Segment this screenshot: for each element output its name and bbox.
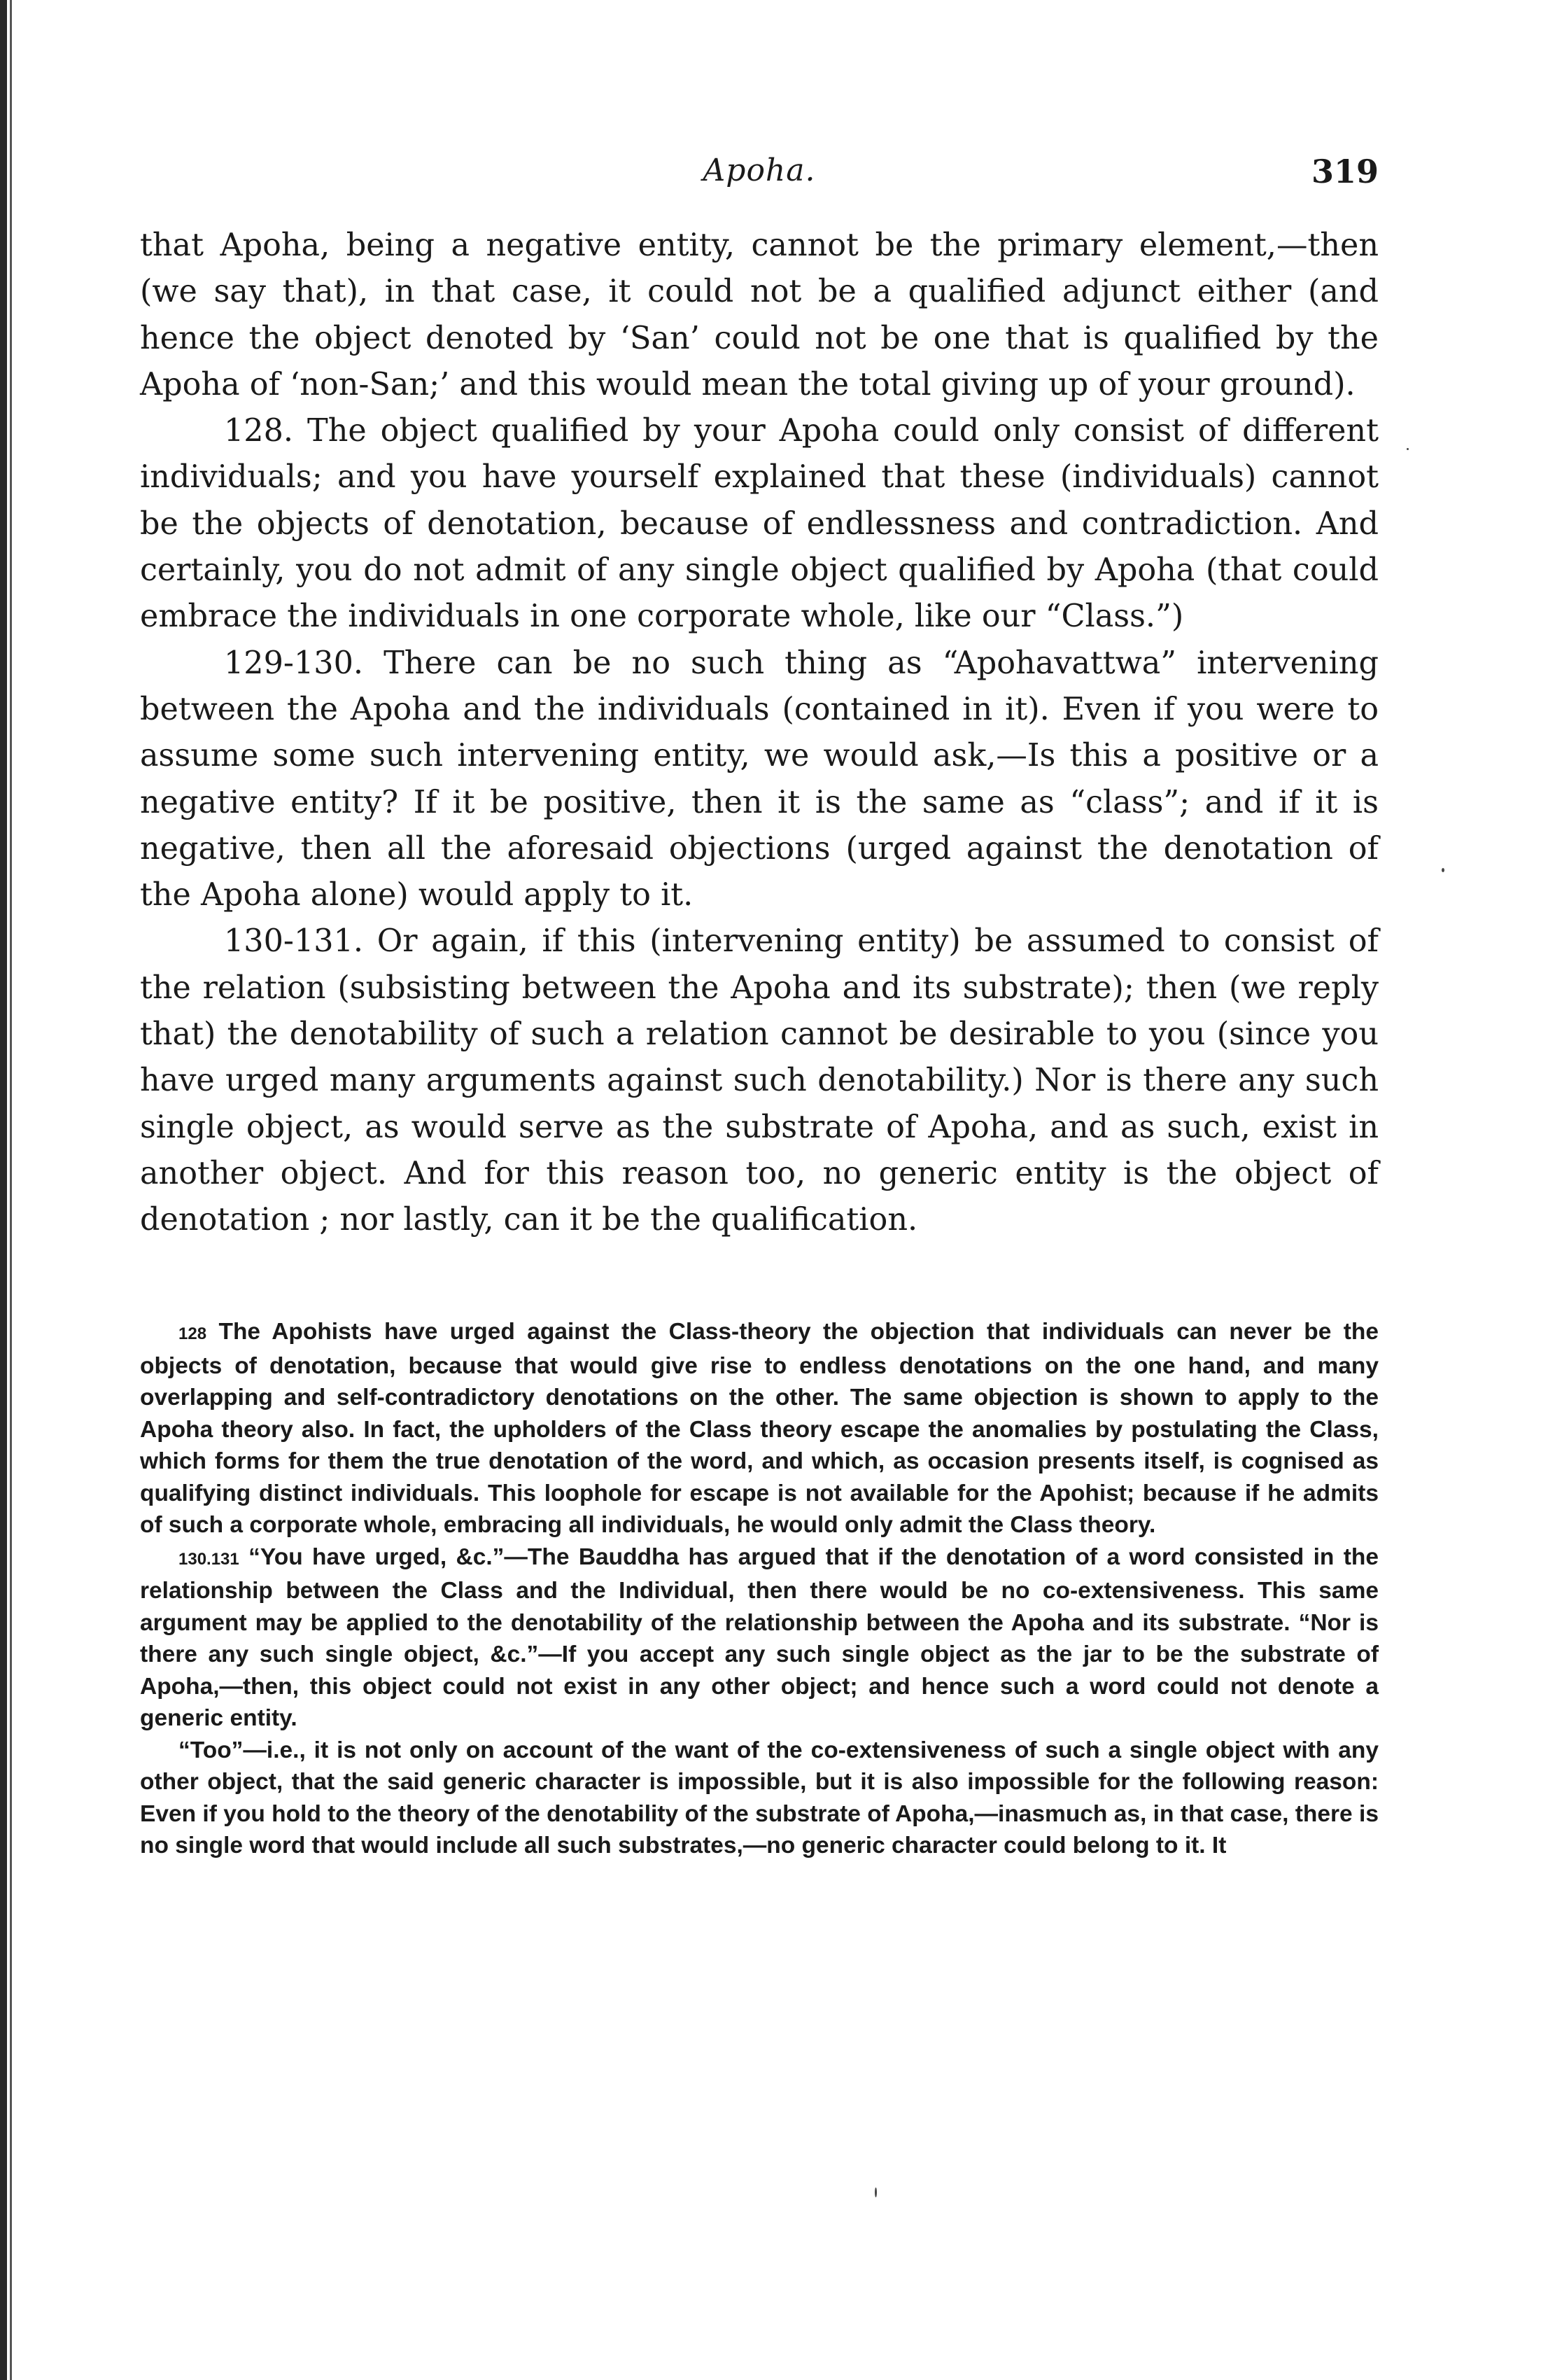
page-binding-edge: [0, 0, 7, 2380]
scan-speck: [875, 2188, 877, 2197]
footnote-text: The Apohists have urged against the Class-theory the objection that individuals can never be the objects of denotation, because that would give rise to endless denotations on the one hand, and many overlapping and self-contradictory denotations on the other. The same objection is shown to apply to the Apoha theory also. In fact, the upholders of the Class theory escape the anomalies by postulating the Class, which forms for them the true denotation of the word, and which, as occasion presents itself, is cognised as qualifying distinct individuals. This loophole for escape is not available for the Apohist; because if he admits of such a corporate whole, embracing all individuals, he would only admit the Class theory.: [140, 1319, 1379, 1538]
paragraph-130-131: [140, 918, 1379, 1243]
page-number: 319: [1311, 153, 1379, 190]
footnote-128: [140, 1316, 1379, 1541]
verse-number: 130-131.: [224, 923, 364, 960]
scan-speck: [1407, 448, 1409, 450]
main-text: [140, 223, 1379, 1244]
page-binding-shadow: [10, 0, 12, 2380]
footnote-number: 128: [178, 1324, 207, 1343]
footnote-number: 130.131: [178, 1549, 239, 1569]
verse-number: 129-130.: [224, 645, 364, 681]
scan-speck: [1442, 868, 1444, 872]
paragraph-text: Or again, if this (intervening entity) be assumed to consist of the relation (subsisting between the Apoha and its substrate); then (we reply that) the denotability of such a relation cannot be desirable to you (since you have urged many arguments against such denotability.) Nor is there any such single object, as would serve as the substrate of Apoha, and as such, exist in another object. And for this reason too, no generic entity is the object of denotation ; nor lastly, can it be the qualification.: [140, 923, 1379, 1238]
paragraph-129-130: [140, 640, 1379, 919]
running-head: Apoha.: [703, 153, 816, 188]
paragraph-continued: that Apoha, being a negative entity, cannot be the primary element,—then (we say that), in that case, it could not be a qualified adjunct either (and hence the object denoted by ‘San’ could not be one that is qualified by the Apoha of ‘non-San;’ and this would mean the total giving up of your ground).: [140, 227, 1379, 402]
footnote-too: “Too”—i.e., it is not only on account of the want of the co-extensiveness of such a single object with any other object, that the said generic character is impossible, but it is also impossible for the following reason: Even if you hold to the theory of the denotability of the substrate of Apoha,—inasmuch as, in that case, there is no single word that would include all such substrates,—no generic character could belong to it. It: [140, 1737, 1379, 1858]
paragraph-128: [140, 408, 1379, 640]
footnote-text: “You have urged, &c.”—The Bauddha has argued that if the denotation of a word consisted in the relationship between the Class and the Individual, then there would be no co-extensiveness. This same argument may be applied to the denotability of the relationship between the Apoha and its substrate. “Nor is there any such single object, &c.”—If you accept any such single object as the jar to be the substrate of Apoha,—then, this object could not exist in any other object; and hence such a word could not denote a generic entity.: [140, 1544, 1379, 1731]
footnotes: [140, 1316, 1379, 1862]
paragraph-text: There can be no such thing as “Apohavattwa” intervening between the Apoha and the individuals (contained in it). Even if you were to assume some such intervening entity, we would ask,—Is this a positive or a negative entity? If it be positive, then it is the same as “class”; and if it is negative, then all the aforesaid objections (urged against the denotation of the Apoha alone) would apply to it.: [140, 645, 1379, 913]
page-header: [140, 153, 1379, 216]
paragraph-text: The object qualified by your Apoha could only consist of different individuals; and you have yourself explained that these (individuals) cannot be the objects of denotation, because of endlessness and contradiction. And certainly, you do not admit of any single object qualified by Apoha (that could embrace the individuals in one corporate whole, like our “Class.”): [140, 413, 1379, 635]
footnote-130-131: [140, 1541, 1379, 1735]
verse-number: 128.: [224, 413, 294, 449]
